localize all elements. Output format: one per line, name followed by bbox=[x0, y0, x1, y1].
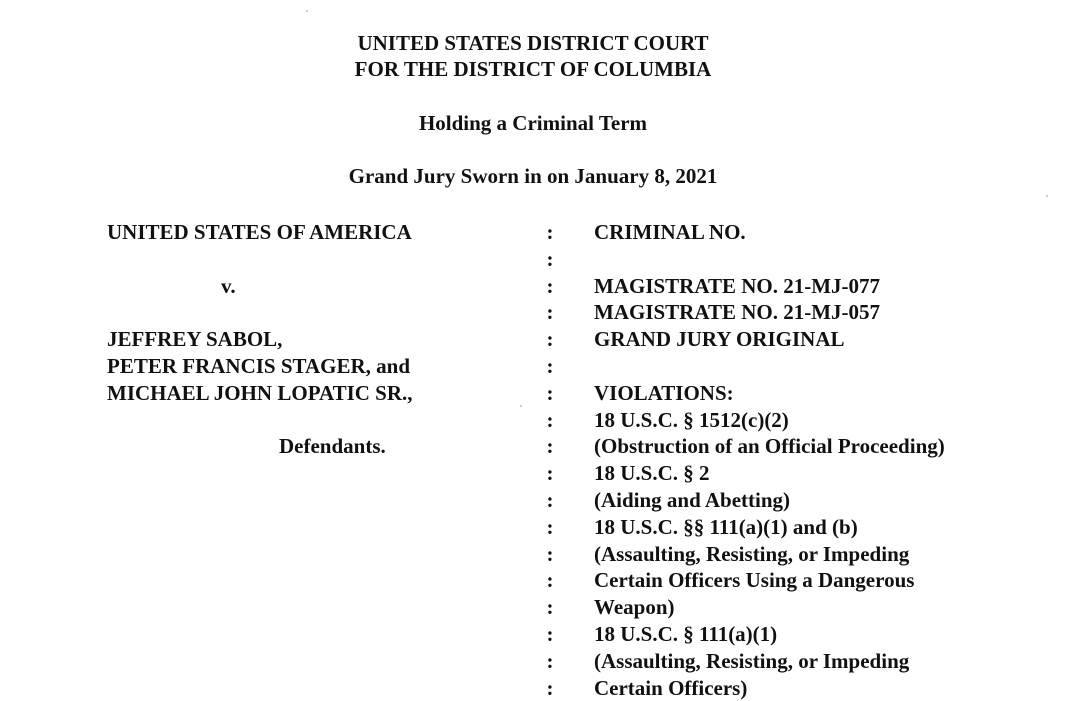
caption-blank-line bbox=[107, 246, 527, 273]
caption-case-line: Certain Officers Using a Dangerous bbox=[594, 568, 915, 593]
caption-case-line: (Obstruction of an Official Proceeding) bbox=[594, 434, 945, 459]
caption-separator-column bbox=[544, 219, 556, 701]
caption-colon: : bbox=[546, 675, 554, 700]
caption-blank-line bbox=[594, 353, 1054, 380]
caption-case-line: MAGISTRATE NO. 21-MJ-057 bbox=[594, 300, 881, 325]
caption-colon: : bbox=[546, 327, 554, 352]
caption-colon: : bbox=[546, 246, 554, 271]
caption-parties bbox=[107, 219, 527, 460]
caption-colon: : bbox=[546, 300, 554, 325]
caption-case-line: VIOLATIONS: bbox=[594, 380, 734, 405]
caption-colon: : bbox=[546, 595, 554, 620]
caption-party-line: PETER FRANCIS STAGER, and bbox=[107, 353, 411, 378]
caption-case-line: MAGISTRATE NO. 21-MJ-077 bbox=[594, 273, 881, 298]
caption-colon: : bbox=[546, 487, 554, 512]
caption-blank-line bbox=[594, 246, 1054, 273]
scan-speck bbox=[1046, 195, 1048, 197]
caption-case-info bbox=[594, 219, 1054, 701]
caption-case-line: (Assaulting, Resisting, or Impeding bbox=[594, 541, 910, 566]
caption-colon: : bbox=[546, 621, 554, 646]
caption-party-line: Defendants. bbox=[279, 434, 386, 459]
caption-colon: : bbox=[546, 514, 554, 539]
caption-case-line: (Assaulting, Resisting, or Impeding bbox=[594, 648, 910, 673]
criminal-term-line: Holding a Criminal Term bbox=[418, 111, 648, 135]
caption-case-line: Certain Officers) bbox=[594, 675, 748, 700]
grand-jury-line: Grand Jury Sworn in on January 8, 2021 bbox=[348, 164, 718, 188]
caption-party-line: JEFFREY SABOL, bbox=[107, 327, 283, 352]
caption-colon: : bbox=[546, 541, 554, 566]
caption-case-line: 18 U.S.C. §§ 111(a)(1) and (b) bbox=[594, 514, 858, 539]
scan-speck bbox=[520, 405, 522, 407]
caption-colon: : bbox=[546, 380, 554, 405]
caption-party-line: UNITED STATES OF AMERICA bbox=[107, 220, 412, 244]
caption-case-line: CRIMINAL NO. bbox=[594, 220, 746, 244]
court-name-line-2: FOR THE DISTRICT OF COLUMBIA bbox=[354, 57, 712, 81]
caption-case-line: 18 U.S.C. § 2 bbox=[594, 461, 710, 486]
caption-blank-line bbox=[107, 407, 527, 434]
caption-party-line: MICHAEL JOHN LOPATIC SR., bbox=[107, 380, 413, 405]
caption-colon: : bbox=[546, 353, 554, 378]
caption-case-line: 18 U.S.C. § 1512(c)(2) bbox=[594, 407, 789, 432]
caption-colon: : bbox=[546, 273, 554, 298]
caption-colon: : bbox=[546, 461, 554, 486]
caption-party-line: v. bbox=[221, 273, 236, 298]
caption-colon: : bbox=[546, 220, 554, 244]
caption-colon: : bbox=[546, 568, 554, 593]
scan-speck bbox=[306, 10, 308, 12]
caption-blank-line bbox=[107, 299, 527, 326]
caption-colon: : bbox=[546, 407, 554, 432]
caption-case-line: 18 U.S.C. § 111(a)(1) bbox=[594, 621, 778, 646]
caption-case-line: (Aiding and Abetting) bbox=[594, 487, 791, 512]
court-name-line-1: UNITED STATES DISTRICT COURT bbox=[357, 31, 709, 55]
caption-colon: : bbox=[546, 434, 554, 459]
caption-colon: : bbox=[546, 648, 554, 673]
caption-case-line: Weapon) bbox=[594, 595, 675, 620]
caption-case-line: GRAND JURY ORIGINAL bbox=[594, 327, 845, 352]
